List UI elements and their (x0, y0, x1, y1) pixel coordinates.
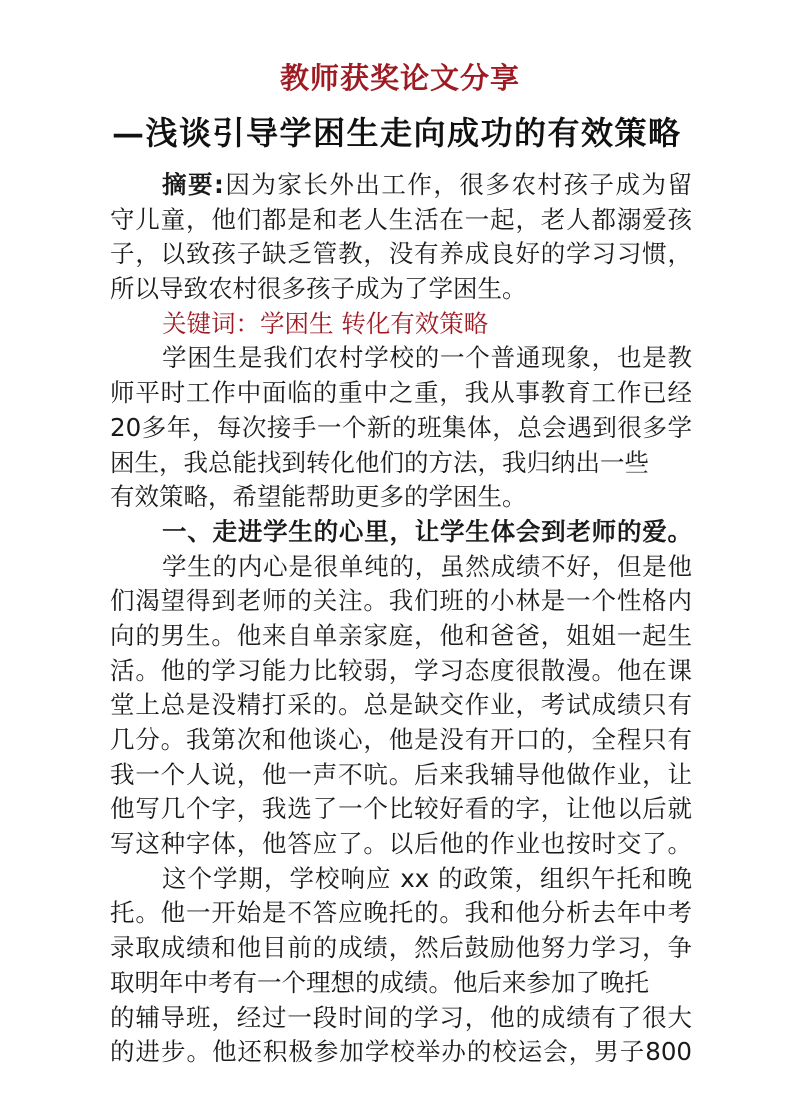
text-line: 录取成绩和他目前的成绩，然后鼓励他努力学习，争 (110, 933, 692, 963)
text-line: 托。他一开始是不答应晚托的。我和他分析去年中考 (110, 898, 692, 928)
text-line: 子，以致孩子缺乏管教，没有养成良好的学习习惯， (110, 239, 692, 269)
text-line: 们渴望得到老师的关注。我们班的小林是一个性格内 (110, 586, 692, 616)
section-heading: 一、走进学生的心里，让学生体会到老师的爱。 (162, 516, 692, 546)
text-line: 向的男生。他来自单亲家庭，他和爸爸，姐姐一起生 (110, 620, 692, 650)
abstract-label: 摘要: (162, 170, 224, 199)
text-line: 他写几个字，我选了一个比较好看的字，让他以后就 (110, 794, 692, 824)
text-line: 写这种字体，他答应了。以后他的作业也按时交了。 (110, 829, 692, 859)
text-line: 守儿童，他们都是和老人生活在一起，老人都溺爱孩 (110, 204, 692, 234)
text-line: 取明年中考有一个理想的成绩。他后来参加了晚托 (110, 967, 649, 997)
text-line: 活。他的学习能力比较弱，学习态度很散漫。他在课 (110, 655, 692, 685)
text-line: 学困生是我们农村学校的一个普通现象，也是教 (162, 343, 692, 373)
keywords-line: 关键词：学困生 转化有效策略 (162, 308, 489, 338)
text-line: 我一个人说，他一声不吭。后来我辅导他做作业，让 (110, 759, 692, 789)
text-line: 的进步。他还积极参加学校举办的校运会，男子800 (110, 1037, 692, 1067)
abstract-line (110, 168, 692, 203)
text-line: 师平时工作中面临的重中之重，我从事教育工作已经 (110, 378, 692, 408)
text-line: 因为家长外出工作，很多农村孩子成为留 (223, 170, 692, 199)
text-line: 堂上总是没精打采的。总是缺交作业，考试成绩只有 (110, 690, 692, 720)
text-line: 有效策略，希望能帮助更多的学困生。 (110, 482, 527, 512)
document-title: 教师获奖论文分享 (279, 61, 520, 95)
text-line: 20多年，每次接手一个新的班集体，总会遇到很多学 (110, 412, 692, 442)
text-line: 的辅导班，经过一段时间的学习，他的成绩有了很大 (110, 1002, 692, 1032)
text-line: 这个学期，学校响应 xx 的政策，组织午托和晚 (162, 863, 692, 893)
text-line: 几分。我第次和他谈心，他是没有开口的，全程只有 (110, 725, 692, 754)
document-subtitle: —浅谈引导学困生走向成功的有效策略 (112, 114, 682, 152)
text-line: 所以导致农村很多孩子成为了学困生。 (110, 274, 527, 304)
document-body (110, 168, 692, 1070)
text-line: 学生的内心是很单纯的，虽然成绩不好，但是他 (162, 551, 692, 581)
text-line: 困生，我总能找到转化他们的方法，我归纳出一些 (110, 447, 649, 477)
